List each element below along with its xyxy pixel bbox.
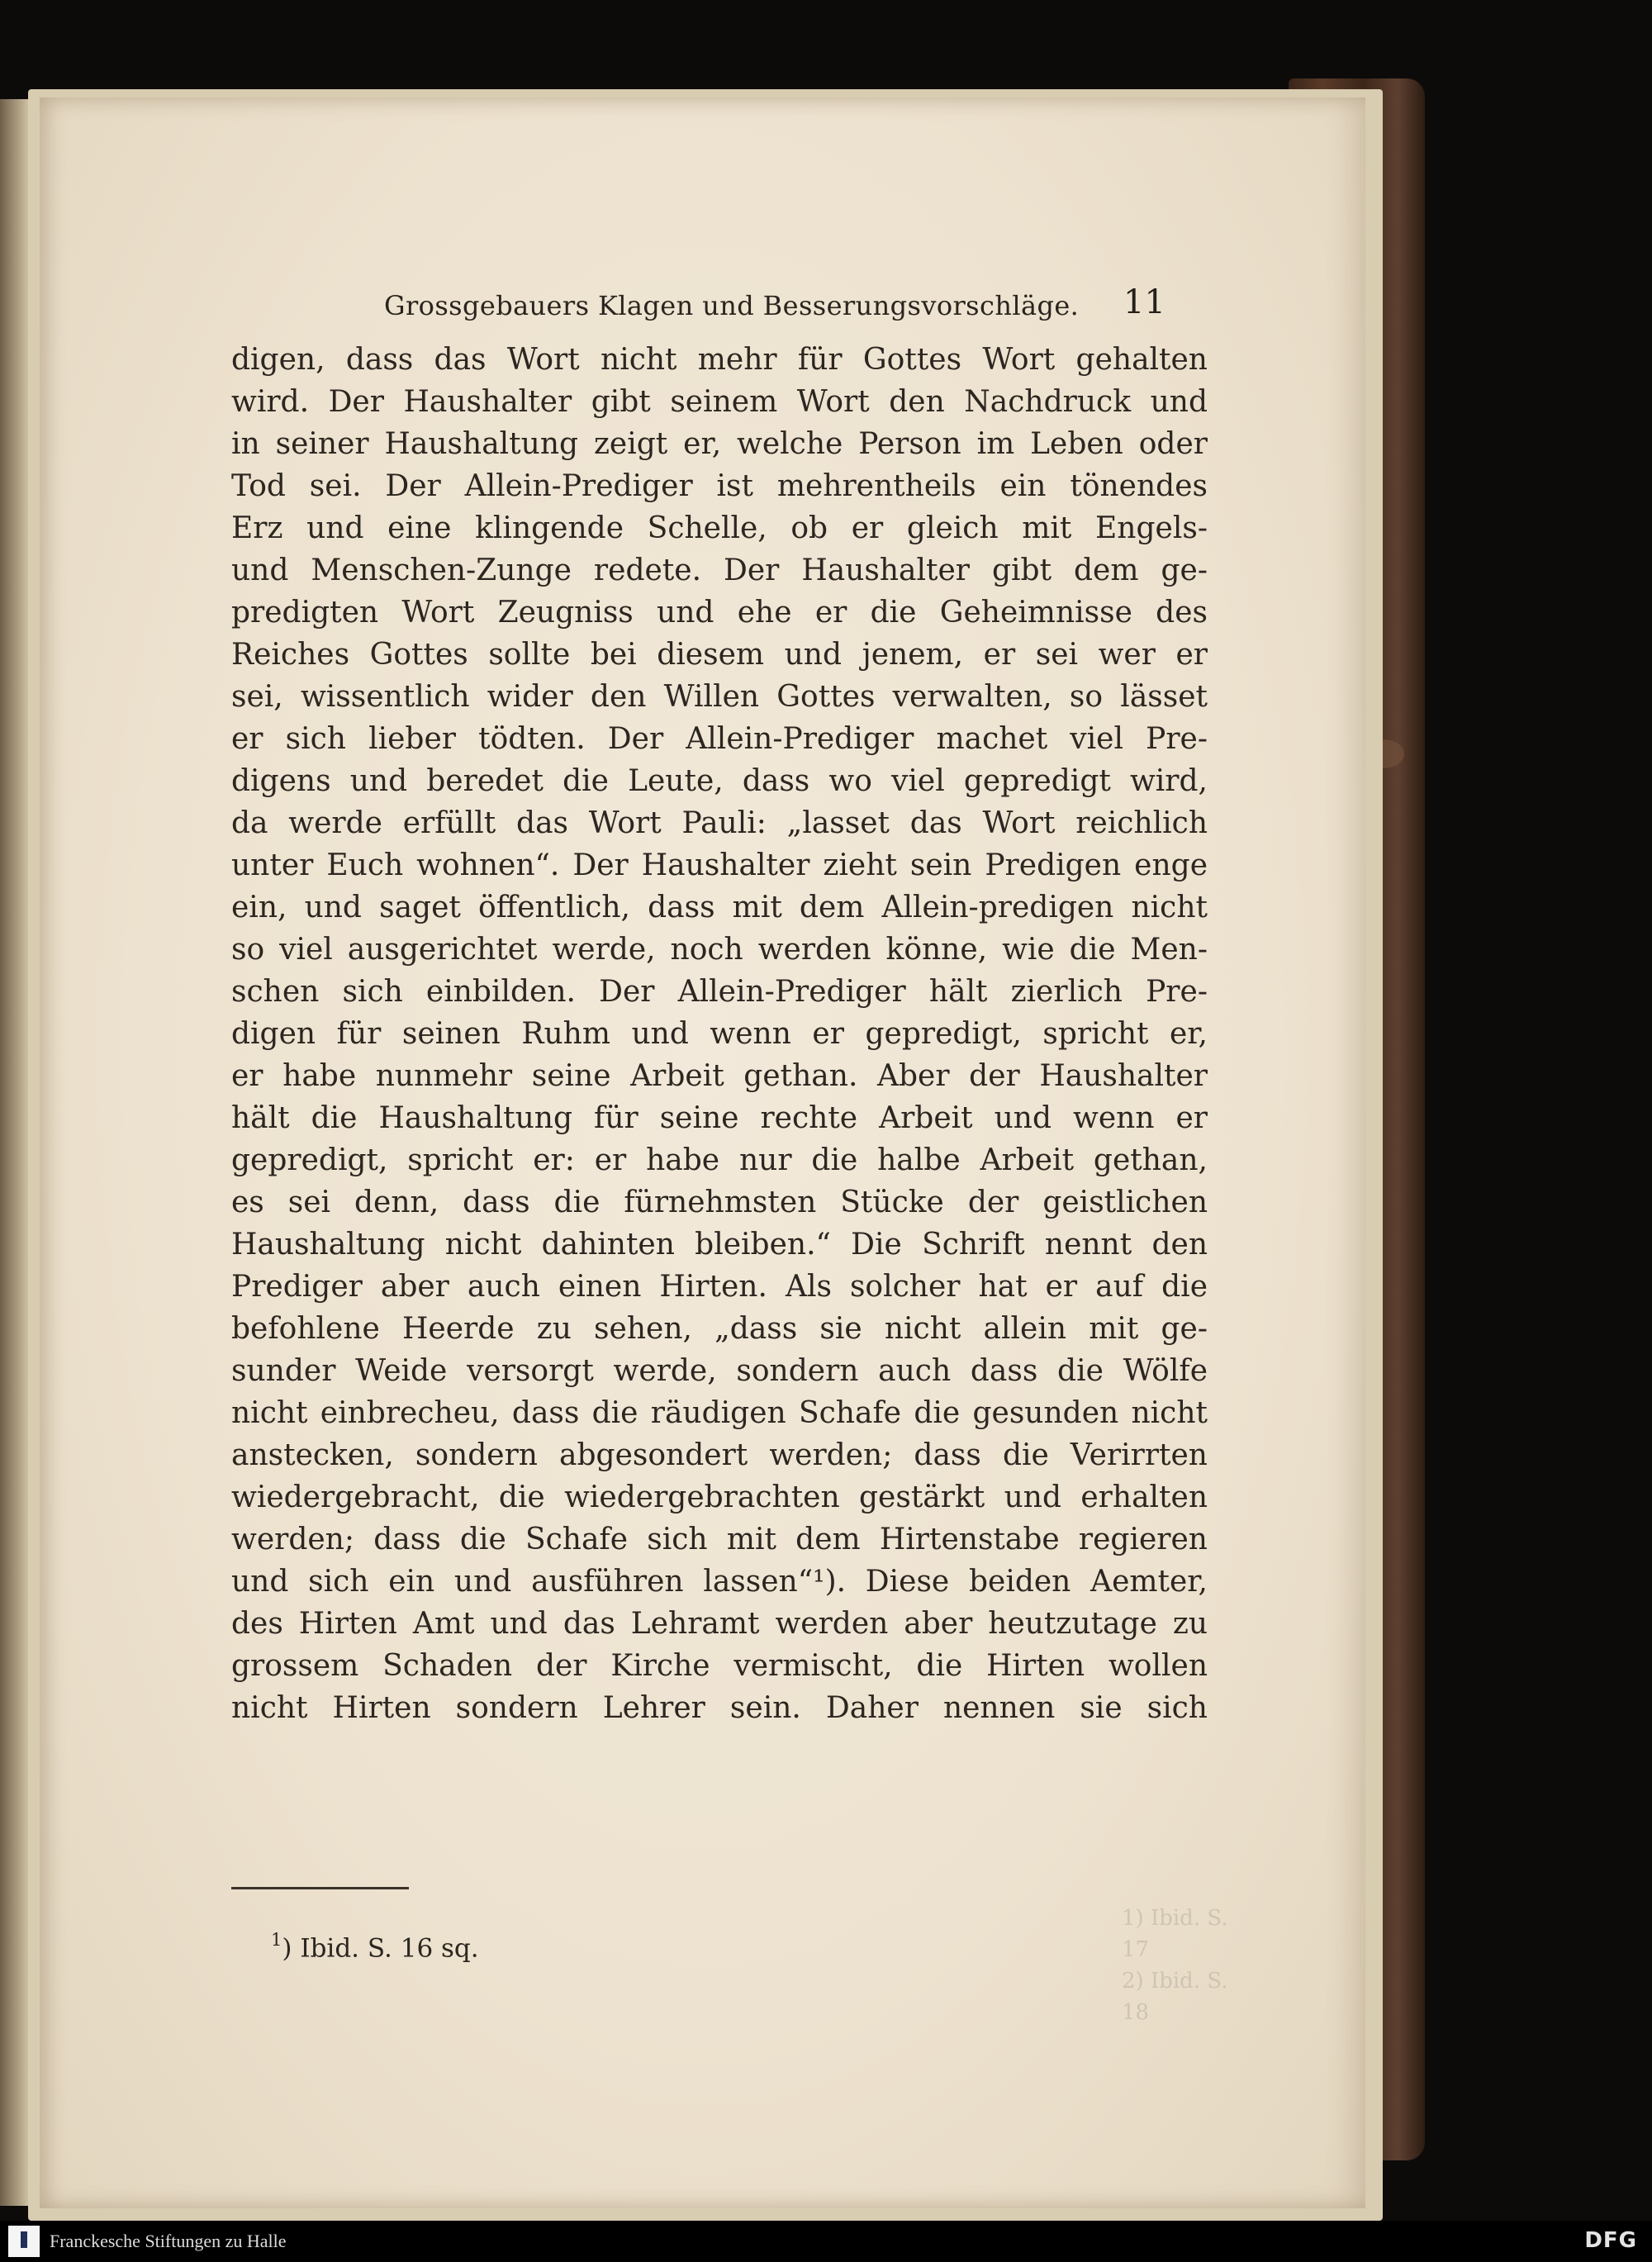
text-line: digens und beredet die Leute, dass wo viel gepredigt wird, [231,764,1208,798]
text-line: nicht Hirten sondern Lehrer sein. Daher nennen sie sich [231,1691,1208,1725]
footnote-marker: 1 [271,1930,282,1950]
text-line: ein, und saget öffentlich, dass mit dem Allein-predigen nicht [231,891,1208,924]
text-line: befohlene Heerde zu sehen, „dass sie nicht allein mit ge- [231,1312,1208,1346]
footnote [271,1932,479,1963]
text-line: Prediger aber auch einen Hirten. Als solcher hat er auf die [231,1270,1208,1304]
footer-bar [0,2221,1652,2262]
text-line: nicht einbrecheu, dass die räudigen Schafe die gesunden nicht [231,1396,1208,1430]
text-line: da werde erfüllt das Wort Pauli: „lasset das Wort reichlich [231,806,1208,840]
text-line: digen für seinen Ruhm und wenn er gepredigt, spricht er, [231,1017,1208,1051]
text-line: Reiches Gottes sollte bei diesem und jenem, er sei wer er [231,638,1208,672]
book-page [40,97,1365,2208]
text-line: wiedergebracht, die wiedergebrachten gestärkt und erhalten [231,1480,1208,1514]
text-line: sei, wissentlich wider den Willen Gottes verwalten, so lässet [231,680,1208,714]
text-line: es sei denn, dass die fürnehmsten Stücke der geistlichen [231,1186,1208,1219]
footnote-text: ) Ibid. S. 16 sq. [282,1933,479,1964]
text-line: sunder Weide versorgt werde, sondern auch dass die Wölfe [231,1354,1208,1388]
text-line: wird. Der Haushalter gibt seinem Wort den Nachdruck und [231,385,1208,419]
text-line: digen, dass das Wort nicht mehr für Gottes Wort gehalten [231,343,1208,377]
text-line: predigten Wort Zeugniss und ehe er die Geheimnisse des [231,596,1208,630]
text-line: er sich lieber tödten. Der Allein-Prediger machet viel Pre- [231,722,1208,756]
text-line: werden; dass die Schafe sich mit dem Hirtenstabe regieren [231,1523,1208,1556]
text-line: in seiner Haushaltung zeigt er, welche Person im Leben oder [231,427,1208,461]
show-through-line: 2) Ibid. S. 18 [1122,1969,1228,2025]
text-line: Haushaltung nicht dahinten bleiben.“ Die Schrift nennt den [231,1228,1208,1262]
text-line: so viel ausgerichtet werde, noch werden könne, wie die Men- [231,933,1208,967]
text-line: und Menschen-Zunge redete. Der Haushalter gibt dem ge- [231,554,1208,587]
dfg-logo: DFG [1584,2228,1637,2253]
text-line: hält die Haushaltung für seine rechte Arbeit und wenn er [231,1101,1208,1135]
page-number: 11 [1123,283,1165,321]
text-line: schen sich einbilden. Der Allein-Prediger hält zierlich Pre- [231,975,1208,1009]
page-header [40,283,1361,333]
show-through-text [1122,1903,1246,2025]
text-line: des Hirten Amt und das Lehramt werden aber heutzutage zu [231,1607,1208,1641]
text-line: und sich ein und ausführen lassen“¹). Diese beiden Aemter, [231,1565,1208,1599]
text-line: Tod sei. Der Allein-Prediger ist mehrentheils ein tönendes [231,469,1208,503]
running-head: Grossgebauers Klagen und Besserungsvorschläge. [384,290,1080,321]
text-line: Erz und eine klingende Schelle, ob er gleich mit Engels- [231,511,1208,545]
institution-logo-icon [8,2226,40,2257]
text-line: anstecken, sondern abgesondert werden; dass die Verirrten [231,1438,1208,1472]
footnote-rule [231,1887,409,1889]
show-through-line: 1) Ibid. S. 17 [1122,1906,1228,1962]
text-line: unter Euch wohnen“. Der Haushalter zieht sein Predigen enge [231,848,1208,882]
body-text [231,339,1208,1729]
footer-institution: Franckesche Stiftungen zu Halle [50,2231,287,2251]
text-line: er habe nunmehr seine Arbeit gethan. Aber der Haushalter [231,1059,1208,1093]
text-line: grossem Schaden der Kirche vermischt, die Hirten wollen [231,1649,1208,1683]
text-line: gepredigt, spricht er: er habe nur die halbe Arbeit gethan, [231,1143,1208,1177]
